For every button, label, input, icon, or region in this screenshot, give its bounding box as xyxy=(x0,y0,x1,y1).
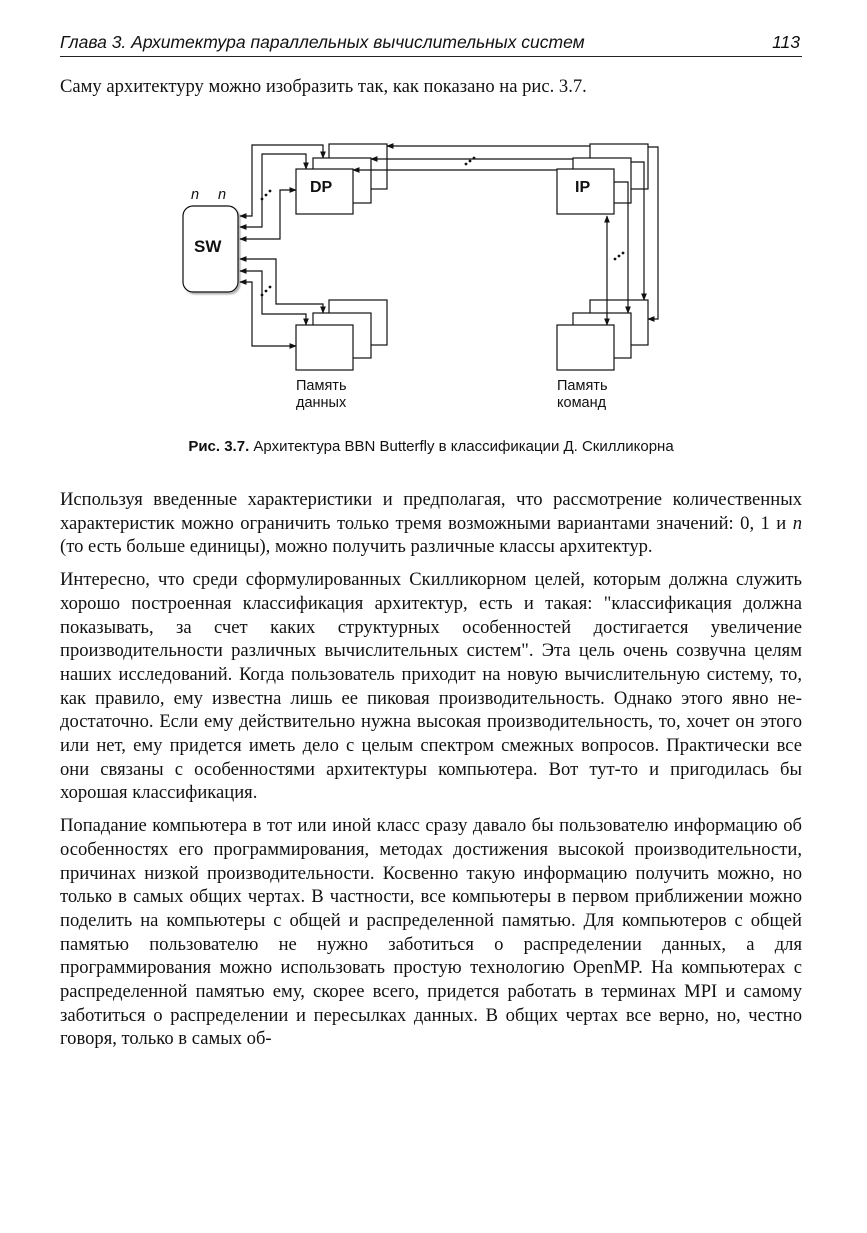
paragraph-3: Попадание компьютера в тот или иной класс сразу давало бы пользователю информацию об особенностях его программирования, методах достижения высокой производительности, причинах низкой производительности. Косвенно такую информацию получить можно, но только в самых общих чертах. В частности, все компьютеры в первом приближении можно поделить на компьютеры с общей и распределенной памятью. Для компьютеров с общей памятью пользователю не нужно заботиться о распределении данных, а для программирования можно использовать простую технологию OpenMP. На компьютерах с распределенной памятью ему, скорее всего, придется работать в терминах MPI и самому заботиться о распределении и пересылках данных. В общих чертах все верно, но, честно говоря, только в самых об- xyxy=(60,815,802,1050)
paragraph-1 xyxy=(60,488,802,559)
data-memory-box xyxy=(296,325,353,370)
ip-cmd-link-1 xyxy=(648,147,658,319)
paragraph-1-italic-n: n xyxy=(792,512,802,534)
sw-mem-link-2 xyxy=(240,271,306,325)
paragraph-1-end: (то есть больше единицы), можно получить различные классы архитектур. xyxy=(60,536,653,558)
dp-label: DP xyxy=(310,179,333,196)
sw-label: SW xyxy=(194,237,222,256)
sw-dp-link-3 xyxy=(240,190,296,239)
figure-caption xyxy=(60,438,802,455)
command-memory-box xyxy=(557,325,614,370)
body-text xyxy=(60,488,802,1060)
paragraph-1-start: Используя введенные характеристики и предполагая, что рассмотрение количественных характеристик можно ограничить только тремя возможными вариантами значений: 0, 1 и xyxy=(60,489,802,534)
command-memory-label-2: команд xyxy=(557,395,607,411)
caption-text: Архитектура BBN Butterfly в классификации Д. Скилликорна xyxy=(253,438,674,455)
running-header xyxy=(60,30,802,57)
data-memory-label-2: данных xyxy=(296,395,347,411)
chapter-title: Глава 3. Архитектура параллельных вычислительных систем xyxy=(60,32,585,52)
command-memory-label-1: Память xyxy=(557,378,608,394)
architecture-figure xyxy=(0,132,867,417)
intro-line: Саму архитектуру можно изобразить так, как показано на рис. 3.7. xyxy=(60,76,587,97)
page-number: 113 xyxy=(772,32,800,52)
paragraph-2: Интересно, что среди сформулированных Скилликорном целей, которым должна служить хорошо построенная классификация архитектур, есть и такая: "классификация должна показывать, за счет каких структурных особенностей достигается увеличение производительности различных вычислительных систем". Эта цель очень созвучна целям наших исследований. Когда пользователь приходит на новую вычислительную систему, то, как правило, ему известна лишь ее пиковая производительность. Однако этого явно недостаточно. Если ему действительно нужна высокая производительность, то, хочет он этого или нет, ему придется иметь дело с целым спектром смежных вопросов. Практически все они связаны с особенностями архитектуры компьютера. Вот тут-то и пригодилась бы хорошая классификация. xyxy=(60,569,802,804)
data-memory-label-1: Память xyxy=(296,378,347,394)
caption-number: Рис. 3.7. xyxy=(188,438,250,455)
ip-label: IP xyxy=(575,179,591,196)
n-label-right: n xyxy=(218,187,227,203)
n-label-left: n xyxy=(191,187,200,203)
architecture-diagram xyxy=(0,132,867,417)
